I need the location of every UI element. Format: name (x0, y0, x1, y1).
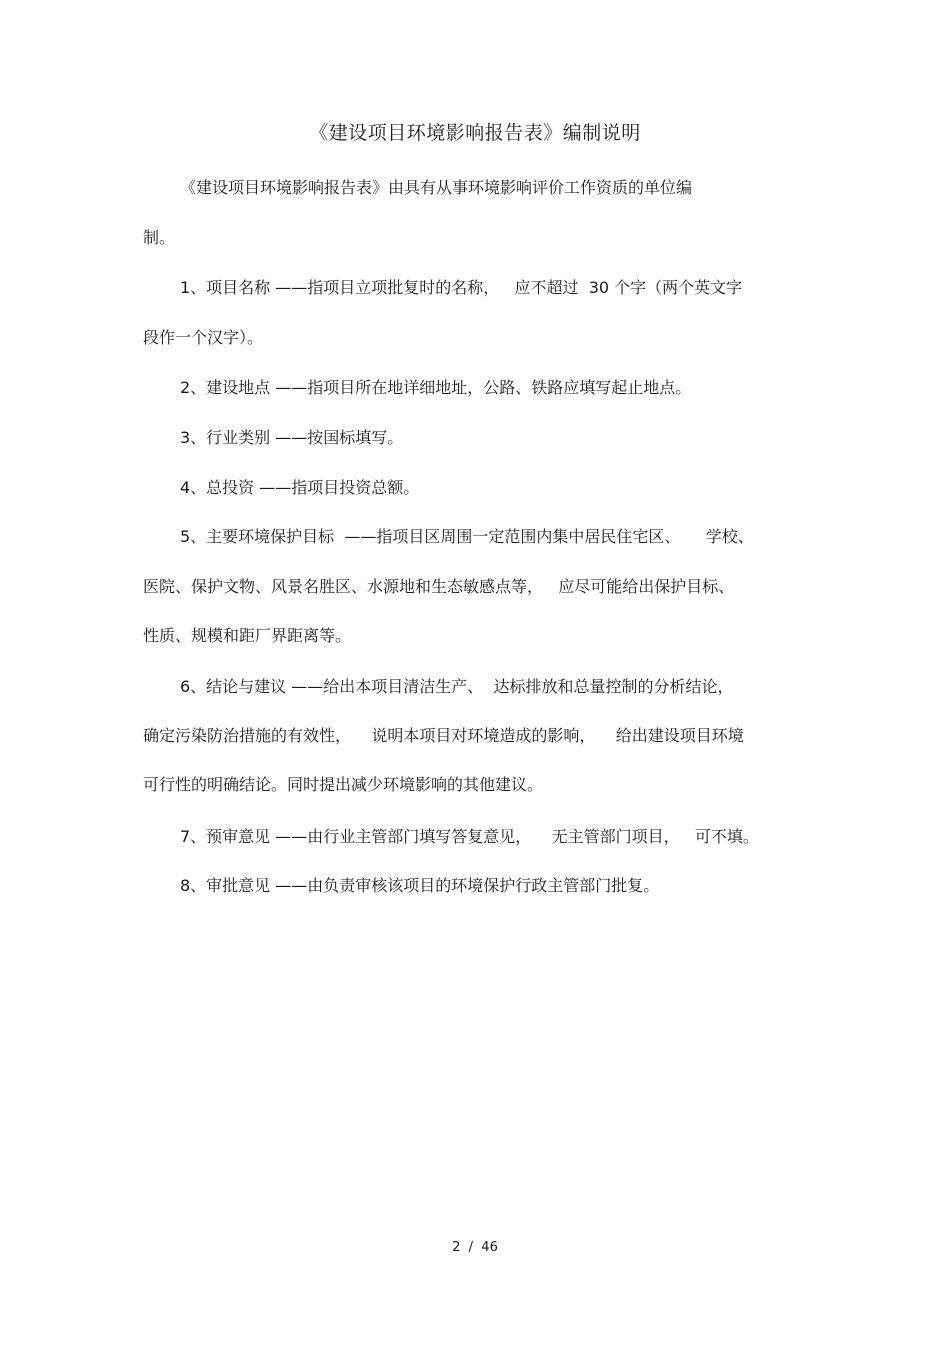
page-number: 2 / 46 (452, 1240, 498, 1255)
intro-line-2: 制。 (143, 228, 176, 247)
document-title: 《建设项目环境影响报告表》编制说明 (309, 122, 641, 144)
item-4-line-1: 4、总投资 ——指项目投资总额。 (180, 478, 420, 497)
item-1-line-1: 1、项目名称 ——指项目立项批复时的名称， 应不超过 30 个字（两个英文字 (180, 278, 743, 297)
item-8-line-1: 8、审批意见 ——由负责审核该项目的环境保护行政主管部门批复。 (180, 876, 660, 895)
item-3-line-1: 3、行业类别 ——按国标填写。 (180, 428, 404, 447)
item-5-line-3: 性质、规模和距厂界距离等。 (143, 626, 352, 645)
item-1-line-2: 段作一个汉字）。 (143, 328, 264, 347)
item-6-line-2: 确定污染防治措施的有效性， 说明本项目对环境造成的影响， 给出建设项目环境 (143, 726, 744, 745)
item-5-line-2: 医院、保护文物、风景名胜区、水源地和生态敏感点等， 应尽可能给出保护目标、 (143, 577, 735, 596)
item-5-line-1: 5、主要环境保护目标 ——指项目区周围一定范围内集中居民住宅区、 学校、 (180, 527, 754, 546)
item-2-line-1: 2、建设地点 ——指项目所在地详细地址，公路、铁路应填写起止地点。 (180, 378, 692, 397)
intro-line-1: 《建设项目环境影响报告表》由具有从事环境影响评价工作资质的单位编 (180, 178, 693, 197)
item-7-line-1: 7、预审意见 ——由行业主管部门填写答复意见， 无主管部门项目， 可不填。 (180, 827, 759, 846)
item-6-line-3: 可行性的明确结论。同时提出减少环境影响的其他建议。 (143, 775, 544, 794)
item-6-line-1: 6、结论与建议 ——给出本项目清洁生产、 达标排放和总量控制的分析结论， (180, 677, 734, 696)
